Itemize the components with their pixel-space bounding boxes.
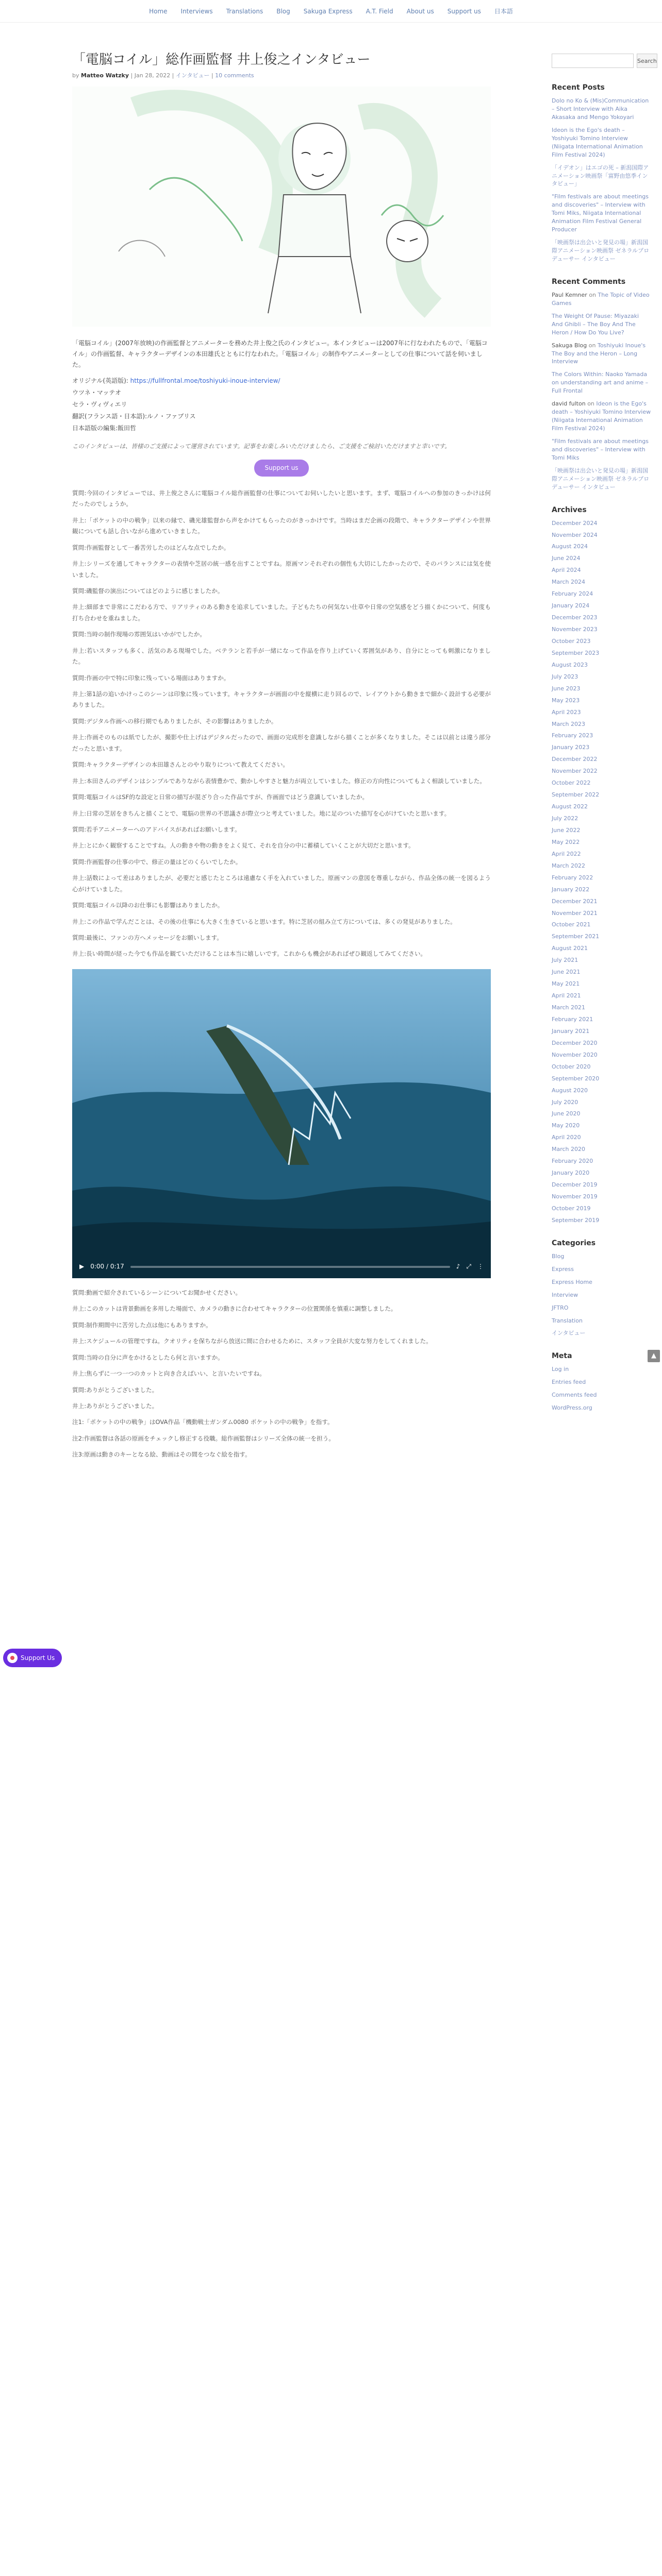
- comment-author[interactable]: david fulton: [552, 400, 586, 408]
- category-item: [552, 1252, 652, 1261]
- archive-link[interactable]: January 2021: [552, 1027, 590, 1035]
- meta-item: [552, 1378, 652, 1386]
- nav-item[interactable]: 日本語: [494, 8, 513, 15]
- nav-item[interactable]: Blog: [276, 7, 290, 15]
- archive-link[interactable]: October 2023: [552, 637, 591, 645]
- post-comments-link[interactable]: 10 comments: [215, 72, 254, 79]
- archive-item: [552, 1157, 652, 1165]
- comment-post-link[interactable]: The Colors Within: Naoko Yamada on understanding art and anime – Full Frontal: [552, 371, 649, 395]
- archive-link[interactable]: February 2020: [552, 1158, 593, 1165]
- archive-link[interactable]: July 2022: [552, 815, 578, 822]
- archive-item: [552, 779, 652, 787]
- sidebar-search: [552, 54, 657, 68]
- post-author-link[interactable]: Matteo Watzky: [81, 72, 129, 79]
- archive-item: [552, 566, 652, 574]
- archive-item: [552, 1027, 652, 1036]
- archive-item: [552, 543, 652, 551]
- archive-link[interactable]: January 2022: [552, 886, 590, 893]
- archive-link[interactable]: September 2019: [552, 1216, 600, 1224]
- nav-item[interactable]: Sakuga Express: [303, 7, 353, 15]
- archive-link[interactable]: October 2020: [552, 1063, 591, 1070]
- intro-paragraph: 「電脳コイル」(2007年放映)の作画監督とアニメーターを務めた井上俊之氏のインタビュー。本インタビューは2007年に行なわれたもので、「電脳コイル」の作画監督、キャラクターデザインの本田雄氏とともに行なわれた。「電脳コイル」の制作やアニメーターとしての仕事について話を伺いました。: [72, 339, 488, 368]
- archive-item: [552, 1063, 652, 1071]
- interview-paragraph: 質問:当時の自分に声をかけるとしたら何と言いますか。: [72, 1353, 224, 1361]
- archive-link[interactable]: June 2022: [552, 826, 581, 834]
- meta-list: [552, 1365, 652, 1412]
- categories-list: [552, 1252, 652, 1338]
- archive-link[interactable]: December 2019: [552, 1181, 598, 1189]
- comment-on: on: [588, 342, 596, 349]
- archive-link[interactable]: June 2024: [552, 555, 581, 562]
- comment-post-link[interactable]: The Topic of Video Games: [552, 291, 650, 307]
- archive-item: [552, 968, 652, 976]
- archive-link[interactable]: December 2024: [552, 519, 598, 527]
- interview-paragraph: 井上:「ポケットの中の戦争」以来の縁で、磯光雄監督から声をかけてもらったのがきっかけです。当時はまだ企画の段階で、キャラクターデザインや世界観についても話し合いながら進めていきました。: [72, 516, 491, 535]
- archive-link[interactable]: July 2020: [552, 1098, 578, 1106]
- interview-paragraph: 井上:長い時間が経った今でも作品を観ていただけることは本当に嬉しいです。これからも機会があればぜひ観返してみてください。: [72, 950, 427, 958]
- interview-paragraph: 井上:シリーズを通してキャラクターの表情や芝居の統一感を出すことですね。原画マンそれぞれの個性も大切にしたかったので、そのバランスには気を使いました。: [72, 560, 491, 579]
- archive-item: [552, 602, 652, 610]
- interview-paragraph: 質問:今回のインタビューでは、井上俊之さんに電脳コイル総作画監督の仕事についてお伺いしたいと思います。まず、電脳コイルへの参加のきっかけは何だったのでしょうか。: [72, 489, 491, 508]
- coffee-cup-icon: [7, 1653, 18, 1663]
- interview-paragraph: 質問:作画の中で特に印象に残っている場面はありますか。: [72, 674, 230, 682]
- archive-item: [552, 980, 652, 988]
- interview-paragraph: 質問:動画で紹介されているシーンについてお聞かせください。: [72, 1289, 242, 1296]
- interview-paragraph: 質問:電脳コイル以降のお仕事にも影響はありましたか。: [72, 902, 224, 909]
- post-meta-separator: |: [209, 72, 216, 79]
- archive-item: [552, 697, 652, 705]
- credit-interviewer: ウツネ・マッテオ: [72, 388, 122, 396]
- interview-paragraph: 質問:デジタル作画への移行期でもありましたが、その影響はありましたか。: [72, 717, 277, 725]
- support-wrap: [72, 460, 491, 477]
- interview-paragraph: 質問:作画監督として一番苦労したのはどんな点でしたか。: [72, 544, 230, 551]
- recent-post-item: [552, 193, 652, 234]
- archive-item: [552, 1098, 652, 1107]
- archive-link[interactable]: June 2020: [552, 1110, 581, 1117]
- scroll-to-top-button[interactable]: [648, 1350, 660, 1362]
- meta-link[interactable]: Comments feed: [552, 1392, 597, 1399]
- nav-item[interactable]: Interviews: [180, 7, 213, 15]
- archive-link[interactable]: August 2021: [552, 945, 588, 952]
- recent-comment-item: [552, 437, 652, 462]
- recent-comment-item: [552, 400, 652, 433]
- recent-comment-item: [552, 342, 652, 366]
- archive-link[interactable]: March 2023: [552, 720, 586, 727]
- recent-post-link[interactable]: Ideon is the Ego's death – Yoshiyuki Tomino Interview (Niigata International Animation Film Festival 2024): [552, 126, 643, 158]
- recent-post-link[interactable]: 「イデオン」はエゴの死 – 新潟国際アニメーション映画祭「富野由悠季インタビュー」: [552, 164, 649, 188]
- comment-on: on: [587, 400, 594, 408]
- interview-paragraphs: [72, 488, 491, 960]
- video-time: 0:00 / 0:17: [90, 1263, 124, 1270]
- kofi-label: Support Us: [21, 1654, 55, 1662]
- archive-item: [552, 1169, 652, 1177]
- archive-item: [552, 767, 652, 775]
- meta-link[interactable]: Entries feed: [552, 1379, 586, 1386]
- recent-post-link[interactable]: "Film festivals are about meetings and discoveries" – Interview with Tomi Miks, Niigata International Animation Film Festival General Producer: [552, 193, 649, 233]
- archive-item: [552, 838, 652, 846]
- credit-original: オリジナル(英語版): https://fullfrontal.moe/toshiyuki-inoue-interview/: [72, 377, 280, 384]
- archive-link[interactable]: November 2023: [552, 626, 598, 633]
- archive-item: [552, 850, 652, 858]
- interview-paragraph: 質問:電脳コイルはSF的な設定と日常の描写が混ざり合った作品ですが、作画面ではどう意識していましたか。: [72, 793, 369, 801]
- interview-paragraph: 注1:「ポケットの中の戦争」はOVA作品「機動戦士ガンダム0080 ポケットの中の戦争」を指す。: [72, 1418, 334, 1426]
- interview-paragraph: 質問:制作期間中に苦労した点は他にもありますか。: [72, 1321, 212, 1329]
- recent-comments-title: Recent Comments: [552, 277, 626, 286]
- play-icon[interactable]: ▶: [79, 1263, 85, 1270]
- category-link[interactable]: Blog: [552, 1252, 565, 1260]
- archive-item: [552, 1015, 652, 1024]
- recent-post-item: [552, 126, 652, 159]
- video-progress-bar[interactable]: [130, 1266, 450, 1268]
- credit-transcription: セラ・ヴィヴィエリ: [72, 400, 127, 408]
- category-item: [552, 1291, 652, 1299]
- recent-comments-list: [552, 291, 652, 492]
- archive-item: [552, 590, 652, 598]
- archive-link[interactable]: September 2023: [552, 649, 600, 656]
- volume-icon[interactable]: ♪: [456, 1263, 460, 1270]
- archive-item: [552, 909, 652, 918]
- video-frame-image: [72, 969, 491, 1278]
- archive-item: [552, 519, 652, 528]
- category-link[interactable]: インタビュー: [552, 1330, 586, 1337]
- more-options-icon[interactable]: ⋮: [477, 1263, 484, 1270]
- arrow-up-icon: ▲: [651, 1352, 656, 1360]
- archives-title: Archives: [552, 505, 587, 514]
- archive-item: [552, 661, 652, 669]
- archive-item: [552, 685, 652, 693]
- archive-link[interactable]: February 2021: [552, 1015, 593, 1023]
- post-meta-by: by: [72, 72, 79, 79]
- interview-paragraph: 井上:このカットは背景動画を多用した場面で、カメラの動きに合わせてキャラクターの位置関係を慎重に調整しました。: [72, 1305, 397, 1313]
- archive-link[interactable]: March 2024: [552, 579, 586, 586]
- video-player[interactable]: [72, 969, 491, 1278]
- category-item: [552, 1317, 652, 1325]
- archive-item: [552, 992, 652, 1000]
- archive-item: [552, 803, 652, 811]
- archive-item: [552, 1039, 652, 1047]
- archive-item: [552, 1004, 652, 1012]
- interview-paragraph: 井上:この作品で学んだことは、その後の仕事にも大きく生きていると思います。特に芝居の組み立て方については、多くの発見がありました。: [72, 918, 456, 925]
- recent-posts-title: Recent Posts: [552, 83, 605, 92]
- post-meta-separator: |: [129, 72, 135, 79]
- archive-item: [552, 944, 652, 953]
- archive-link[interactable]: December 2022: [552, 756, 598, 763]
- archive-item: [552, 614, 652, 622]
- recent-post-item: [552, 164, 652, 189]
- archive-item: [552, 1075, 652, 1083]
- archive-item: [552, 637, 652, 646]
- archive-link[interactable]: April 2022: [552, 850, 581, 857]
- search-input[interactable]: [552, 54, 634, 68]
- archive-item: [552, 897, 652, 906]
- archives-list: [552, 519, 652, 1225]
- hero-sketch-image: [72, 87, 491, 327]
- search-button[interactable]: Search: [637, 54, 657, 68]
- meta-title: Meta: [552, 1352, 572, 1361]
- archive-item: [552, 578, 652, 586]
- archive-link[interactable]: August 2024: [552, 543, 588, 550]
- archive-item: [552, 886, 652, 894]
- nav-item[interactable]: Support us: [447, 7, 481, 15]
- archive-item: [552, 1181, 652, 1189]
- archive-item: [552, 862, 652, 870]
- sidebar: [552, 54, 657, 1427]
- interview-paragraph: 井上:若いスタッフも多く、活気のある現場でした。ベテランと若手が一緒になって作品を作り上げていく雰囲気があり、自分にとっても刺激になりました。: [72, 647, 491, 666]
- archive-link[interactable]: March 2022: [552, 862, 586, 869]
- category-item: [552, 1329, 652, 1337]
- meta-link[interactable]: WordPress.org: [552, 1404, 592, 1412]
- archive-link[interactable]: April 2024: [552, 567, 581, 574]
- hero-illustration: [72, 87, 491, 327]
- archive-link[interactable]: February 2023: [552, 732, 593, 739]
- archive-item: [552, 874, 652, 882]
- archive-item: [552, 649, 652, 657]
- recent-comment-item: [552, 312, 652, 337]
- interview-paragraph: 井上:第1話の追いかけっこのシーンは印象に残っています。キャラクターが画面の中を縦横に走り回るので、レイアウトから動きまで細かく設計する必要がありました。: [72, 690, 491, 709]
- interview-paragraph: 質問:キャラクターデザインの本田雄さんとのやり取りについて教えてください。: [72, 761, 289, 769]
- interview-paragraph: 質問:若手アニメーターへのアドバイスがあればお願いします。: [72, 825, 241, 833]
- archive-item: [552, 921, 652, 929]
- archive-item: [552, 956, 652, 964]
- after-video-paragraphs: [72, 1287, 491, 1461]
- archive-link[interactable]: October 2022: [552, 779, 591, 787]
- archive-link[interactable]: May 2022: [552, 838, 580, 845]
- categories-title: Categories: [552, 1239, 596, 1247]
- archive-item: [552, 815, 652, 823]
- interview-paragraph: 井上:本田さんのデザインはシンプルでありながら表情豊かで、動かしやすさと魅力が両立していました。修正の方向性についてもよく相談していました。: [72, 777, 486, 785]
- credit-original-label: オリジナル(英語版): [72, 377, 126, 384]
- comment-post-link[interactable]: Toshiyuki Inoue's The Boy and the Heron – Long Interview: [552, 342, 646, 365]
- nav-item[interactable]: A.T. Field: [366, 7, 393, 15]
- archive-link[interactable]: January 2020: [552, 1170, 590, 1177]
- archive-item: [552, 791, 652, 799]
- archive-item: [552, 720, 652, 728]
- archive-item: [552, 1193, 652, 1201]
- nav-item[interactable]: About us: [406, 7, 434, 15]
- archive-item: [552, 826, 652, 835]
- archive-link[interactable]: December 2020: [552, 1039, 598, 1046]
- archive-item: [552, 933, 652, 941]
- article-body: [72, 338, 491, 1461]
- interview-paragraph: 井上:細部まで非常にこだわる方で、リアリティのある動きを追求していました。子どもたちの何気ない仕草や日常の空気感をどう描くかについて、何度も打ち合わせを重ねました。: [72, 603, 491, 622]
- comment-author[interactable]: Paul Kemner: [552, 291, 587, 298]
- archive-link[interactable]: April 2020: [552, 1134, 581, 1141]
- archive-link[interactable]: June 2023: [552, 685, 581, 692]
- archive-item: [552, 1216, 652, 1225]
- archive-item: [552, 708, 652, 717]
- archive-item: [552, 673, 652, 681]
- category-item: [552, 1278, 652, 1286]
- archive-link[interactable]: December 2021: [552, 897, 598, 905]
- archive-link[interactable]: August 2022: [552, 803, 588, 810]
- comment-post-link[interactable]: Ideon is the Ego's death – Yoshiyuki Tomino Interview (Niigata International Animation Film Festival 2024): [552, 400, 651, 432]
- archive-link[interactable]: February 2022: [552, 874, 593, 881]
- archive-link[interactable]: January 2023: [552, 744, 590, 751]
- archive-item: [552, 743, 652, 752]
- recent-post-link[interactable]: 「映画祭は出会いと発見の場」新潟国際アニメーション映画祭 ゼネラルプロデューサー インタビュー: [552, 239, 650, 262]
- archive-item: [552, 1133, 652, 1142]
- kofi-support-button[interactable]: [3, 1649, 62, 1667]
- archive-link[interactable]: December 2023: [552, 614, 598, 621]
- category-item: [552, 1304, 652, 1312]
- nav-item[interactable]: Home: [149, 7, 168, 15]
- archive-item: [552, 1122, 652, 1130]
- interview-paragraph: 注3:原画は動きのキーとなる絵、動画はその間をつなぐ絵を指す。: [72, 1451, 251, 1459]
- archive-link[interactable]: April 2021: [552, 992, 581, 999]
- archive-link[interactable]: September 2022: [552, 791, 600, 799]
- recent-comment-item: [552, 370, 652, 395]
- post-meta-separator: |: [170, 72, 176, 79]
- recent-comment-item: [552, 291, 652, 308]
- comment-on: on: [589, 291, 597, 298]
- archive-link[interactable]: February 2024: [552, 590, 593, 598]
- archive-link[interactable]: May 2021: [552, 980, 580, 988]
- archive-item: [552, 1110, 652, 1118]
- video-controls: [72, 1256, 491, 1278]
- interview-paragraph: 質問:最後に、ファンの方へメッセージをお願いします。: [72, 934, 223, 942]
- category-item: [552, 1265, 652, 1274]
- archive-link[interactable]: November 2021: [552, 909, 598, 917]
- comment-post-link[interactable]: The Weight Of Pause: Miyazaki And Ghibli – The Boy And The Heron / How Do You Live?: [552, 312, 639, 336]
- category-link[interactable]: Express Home: [552, 1278, 592, 1285]
- archive-item: [552, 625, 652, 634]
- archive-link[interactable]: March 2020: [552, 1146, 586, 1153]
- archive-link[interactable]: July 2021: [552, 957, 578, 964]
- archive-link[interactable]: March 2021: [552, 1004, 586, 1011]
- meta-item: [552, 1404, 652, 1412]
- category-link[interactable]: Translation: [552, 1317, 583, 1324]
- credit-original-link[interactable]: https://fullfrontal.moe/toshiyuki-inoue-interview/: [130, 377, 280, 384]
- archive-link[interactable]: November 2020: [552, 1051, 598, 1058]
- archive-link[interactable]: May 2023: [552, 697, 580, 704]
- post-category-link[interactable]: インタビュー: [175, 72, 210, 79]
- archive-link[interactable]: October 2019: [552, 1205, 591, 1212]
- archive-item: [552, 1205, 652, 1213]
- comment-post-link[interactable]: 「映画祭は出会いと発見の場」新潟国際アニメーション映画祭 ゼネラルプロデューサー インタビュー: [552, 467, 650, 490]
- archive-item: [552, 755, 652, 764]
- archive-item: [552, 554, 652, 563]
- support-note: このインタビューは、皆様のご支援によって運営されています。記事をお楽しみいただけましたら、ご支援をご検討いただけますと幸いです。: [72, 442, 451, 450]
- recent-post-item: [552, 239, 652, 263]
- archive-link[interactable]: May 2020: [552, 1122, 580, 1129]
- meta-link[interactable]: Log in: [552, 1366, 569, 1373]
- archive-item: [552, 732, 652, 740]
- interview-paragraph: 井上:とにかく観察することですね。人の動きや物の動きをよく見て、それを自分の中に蓄積していくことが大切だと思います。: [72, 842, 415, 850]
- post-date: Jan 28, 2022: [134, 72, 171, 79]
- category-link[interactable]: Interview: [552, 1291, 578, 1298]
- post-title: 「電脳コイル」総作画監督 井上俊之インタビュー: [72, 52, 371, 67]
- meta-item: [552, 1365, 652, 1374]
- comment-author[interactable]: Sakuga Blog: [552, 342, 587, 349]
- archive-item: [552, 1051, 652, 1059]
- archive-link[interactable]: August 2023: [552, 661, 588, 668]
- post-meta: [72, 71, 491, 79]
- archive-link[interactable]: August 2020: [552, 1087, 588, 1094]
- archive-link[interactable]: September 2021: [552, 933, 600, 940]
- archive-link[interactable]: July 2023: [552, 673, 578, 680]
- interview-paragraph: 質問:作画監督の仕事の中で、修正の量はどのくらいでしたか。: [72, 858, 242, 866]
- recent-posts-list: [552, 97, 652, 263]
- credit-editor: 日本語版の編集:飯田哲: [72, 424, 137, 432]
- archive-link[interactable]: November 2024: [552, 531, 598, 538]
- comment-post-link[interactable]: "Film festivals are about meetings and discoveries" – Interview with Tomi Miks: [552, 437, 649, 461]
- interview-paragraph: 井上:スケジュールの管理ですね。クオリティを保ちながら放送に間に合わせるために、スタッフ全員が大変な努力をしてくれました。: [72, 1337, 432, 1345]
- archive-link[interactable]: April 2023: [552, 708, 581, 716]
- interview-paragraph: 井上:焦らずに一つ一つのカットと向き合えばいい、と言いたいですね。: [72, 1370, 266, 1378]
- interview-paragraph: 質問:当時の制作現場の雰囲気はいかがでしたか。: [72, 631, 206, 638]
- main-content: [72, 52, 491, 1466]
- credits: [72, 376, 491, 434]
- category-link[interactable]: JFTRO: [552, 1304, 569, 1311]
- interview-paragraph: 井上:ありがとうございました。: [72, 1402, 158, 1410]
- recent-comment-item: [552, 467, 652, 492]
- meta-item: [552, 1391, 652, 1399]
- archive-item: [552, 531, 652, 539]
- archive-link[interactable]: September 2020: [552, 1075, 600, 1082]
- recent-post-link[interactable]: Dolo no Ko & (Mis)Communication – Short Interview with Aika Akasaka and Mengo Yokoyari: [552, 97, 649, 121]
- interview-paragraph: 質問:磯監督の演出についてはどのように感じましたか。: [72, 587, 224, 595]
- credit-translation: 翻訳(フランス語・日本語):ルノ・ファブリス: [72, 412, 196, 420]
- interview-paragraph: 注2:作画監督は各話の原画をチェックし修正する役職。総作画監督はシリーズ全体の統一を担う。: [72, 1434, 335, 1442]
- interview-paragraph: 井上:作画そのものは紙でしたが、撮影や仕上げはデジタルだったので、画面の完成形を意識しながら描くことが多くなりました。そこは以前とは違う部分だったと思います。: [72, 734, 491, 752]
- support-us-button[interactable]: Support us: [254, 460, 308, 477]
- interview-paragraph: 井上:日常の芝居をきちんと描くことで、電脳の世界の不思議さが際立つと考えていました。地に足のついた描写を心がけていたと思います。: [72, 809, 451, 817]
- nav-item[interactable]: Translations: [226, 7, 263, 15]
- fullscreen-icon[interactable]: ⤢: [466, 1263, 471, 1270]
- category-link[interactable]: Express: [552, 1265, 574, 1273]
- archive-link[interactable]: October 2021: [552, 921, 591, 928]
- archive-link[interactable]: January 2024: [552, 602, 590, 609]
- top-navigation: [0, 0, 662, 23]
- interview-paragraph: 井上:話数によって差はありましたが、必要だと感じたところは遠慮なく手を入れていました。原画マンの意図を尊重しながら、作品全体の統一を図るよう心がけていました。: [72, 874, 491, 893]
- interview-paragraph: 質問:ありがとうございました。: [72, 1386, 158, 1394]
- recent-post-item: [552, 97, 652, 122]
- archive-link[interactable]: November 2019: [552, 1193, 598, 1200]
- archive-item: [552, 1145, 652, 1154]
- archive-link[interactable]: June 2021: [552, 969, 581, 976]
- archive-item: [552, 1087, 652, 1095]
- archive-link[interactable]: November 2022: [552, 768, 598, 775]
